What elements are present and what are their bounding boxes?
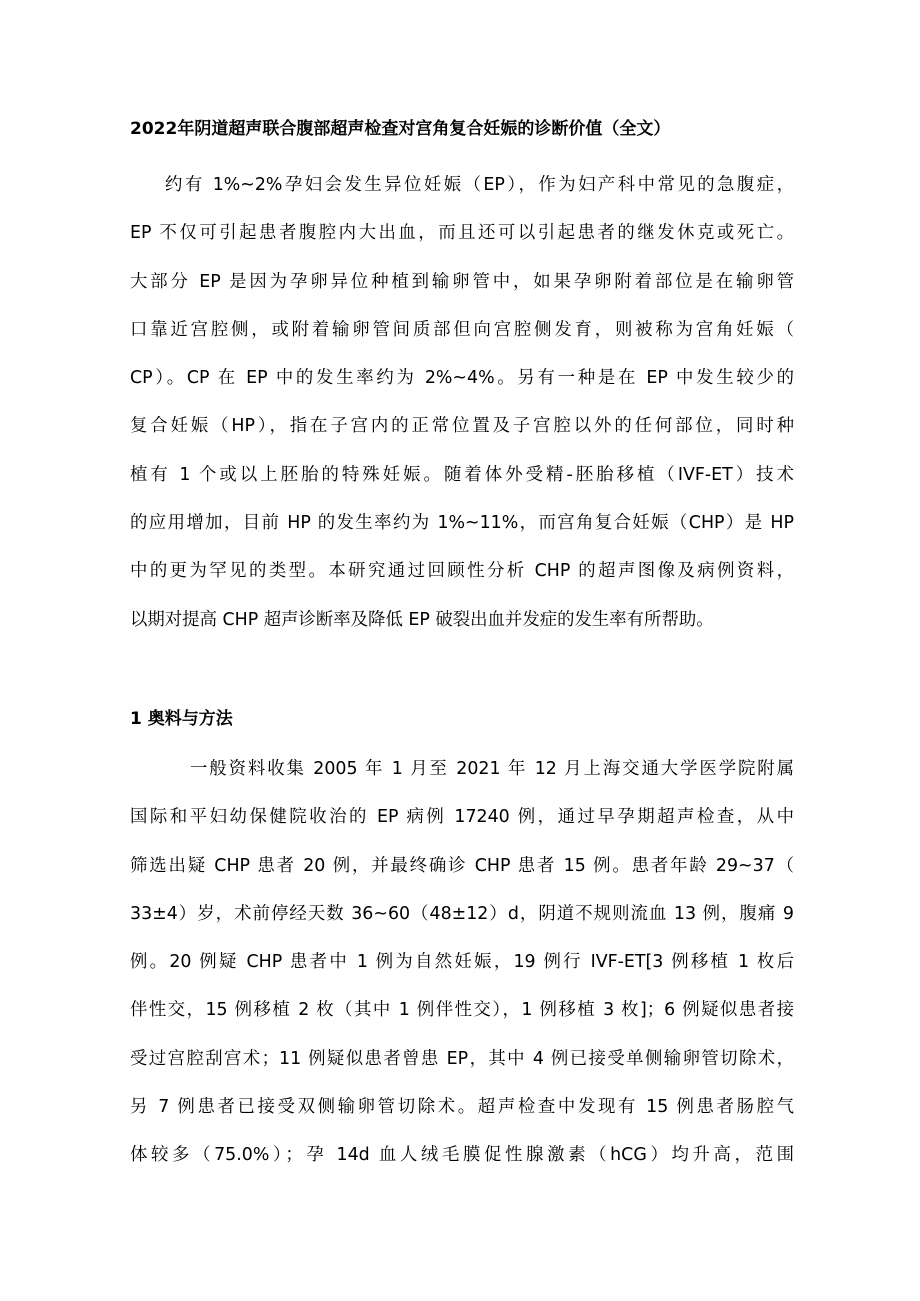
section-line: 体较多（75.0%）；孕 14d 血人绒毛膜促性腺激素（hCG）均升高，范围 bbox=[130, 1145, 794, 1166]
section-line: 例。20 例疑 CHP 患者中 1 例为自然妊娠，19 例行 IVF-ET[3 例移植 1 枚后 bbox=[130, 952, 794, 973]
section-line: 筛选出疑 CHP 患者 20 例，并最终确诊 CHP 患者 15 例。患者年龄 29~37（ bbox=[130, 855, 794, 876]
section-line: 伴性交，15 例移植 2 枚（其中 1 例伴性交），1 例移植 3 枚]；6 例疑似患者接 bbox=[130, 1000, 794, 1021]
intro-paragraph bbox=[130, 161, 794, 644]
intro-line: 复合妊娠（HP），指在子宫内的正常位置及子宫腔以外的任何部位，同时种 bbox=[130, 416, 794, 437]
intro-line: 约有 1%~2%孕妇会发生异位妊娠（EP），作为妇产科中常见的急腹症， bbox=[165, 175, 794, 195]
document-title: 2022年阴道超声联合腹部超声检查对宫角复合妊娠的诊断价值（全文） bbox=[130, 119, 671, 139]
section-line: 另 7 例患者已接受双侧输卵管切除术。超声检查中发现有 15 例患者肠腔气 bbox=[130, 1097, 794, 1118]
intro-line: CP）。CP 在 EP 中的发生率约为 2%~4%。另有一种是在 EP 中发生较少的 bbox=[130, 368, 794, 389]
section-paragraph bbox=[130, 745, 794, 1180]
intro-line: 植有 1 个或以上胚胎的特殊妊娠。随着体外受精-胚胎移植（IVF-ET）技术 bbox=[130, 464, 794, 485]
intro-line: 以期对提高 CHP 超声诊断率及降低 EP 破裂出血并发症的发生率有所帮助。 bbox=[130, 609, 714, 630]
intro-line: 口靠近宫腔侧，或附着输卵管间质部但向宫腔侧发育，则被称为宫角妊娠（ bbox=[130, 319, 794, 340]
intro-line: 中的更为罕见的类型。本研究通过回顾性分析 CHP 的超声图像及病例资料， bbox=[130, 561, 794, 582]
section-heading: 1 奥料与方法 bbox=[130, 709, 233, 729]
section-line: 国际和平妇幼保健院收治的 EP 病例 17240 例，通过早孕期超声检查，从中 bbox=[130, 807, 794, 828]
section-line: 33±4）岁，术前停经天数 36~60（48±12）d，阴道不规则流血 13 例，腹痛 9 bbox=[130, 903, 794, 924]
intro-line: 的应用增加，目前 HP 的发生率约为 1%~11%，而宫角复合妊娠（CHP）是 HP bbox=[130, 513, 794, 534]
intro-line: 大部分 EP 是因为孕卵异位种植到输卵管中，如果孕卵附着部位是在输卵管 bbox=[130, 271, 794, 292]
intro-line: EP 不仅可引起患者腹腔内大出血，而且还可以引起患者的继发休克或死亡。 bbox=[130, 223, 794, 244]
section-line: 一般资料收集 2005 年 1 月至 2021 年 12 月上海交通大学医学院附属 bbox=[190, 759, 794, 779]
section-line: 受过宫腔刮宫术；11 例疑似患者曾患 EP，其中 4 例已接受单侧输卵管切除术， bbox=[130, 1048, 794, 1069]
